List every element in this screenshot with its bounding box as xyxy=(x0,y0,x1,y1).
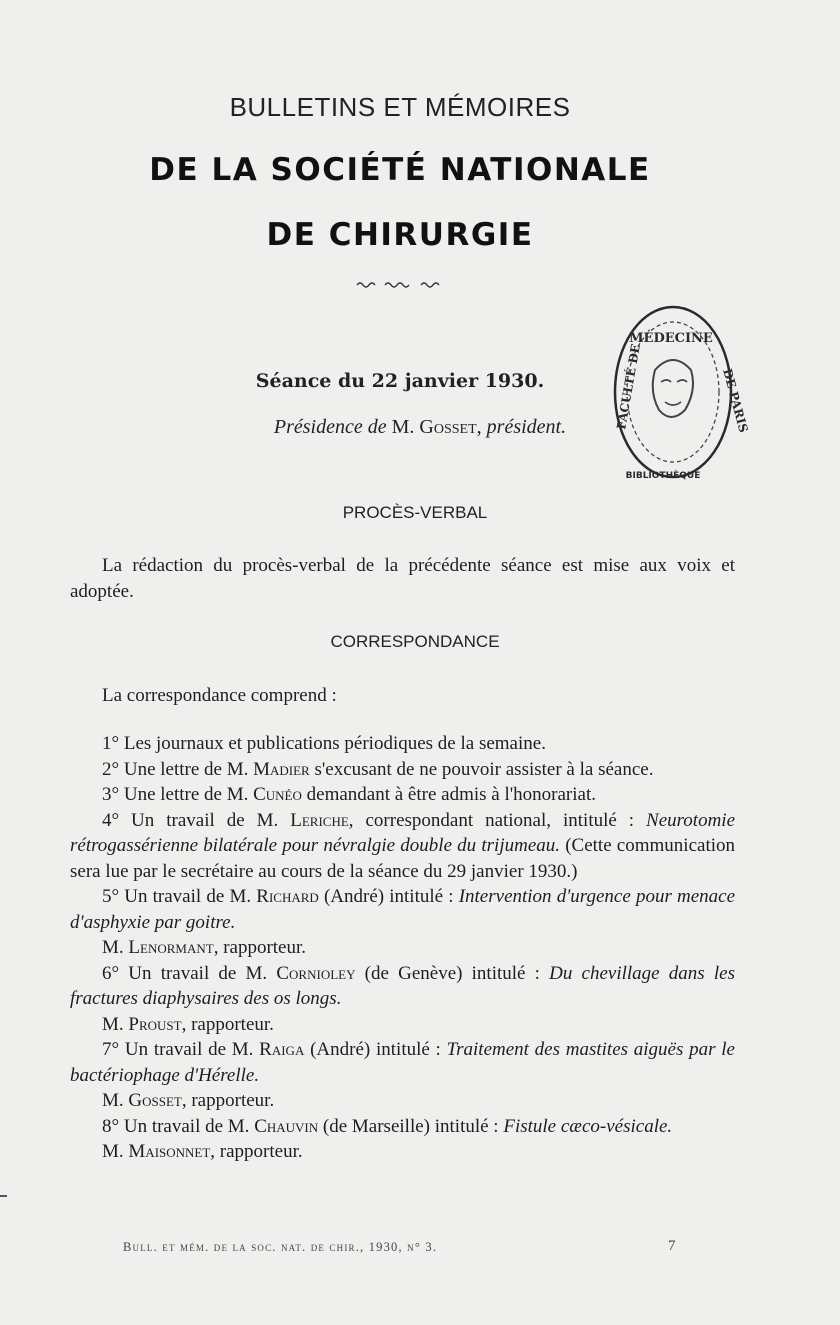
wavy-ornament-icon xyxy=(355,278,445,292)
correspondance-heading: CORRESPONDANCE xyxy=(330,632,500,651)
list-item: 8° Un travail de M. Chauvin (de Marseille) intitulé : Fistule cæco-vésicale. xyxy=(102,1115,673,1137)
correspondance-intro-block xyxy=(70,683,735,709)
svg-text:DE PARIS: DE PARIS xyxy=(720,367,751,434)
presidence-suffix: président. xyxy=(486,416,567,438)
list-item: 1° Les journaux et publications périodiques de la semaine. xyxy=(102,733,546,754)
bulletin-title-line1: BULLETINS ET MÉMOIRES xyxy=(229,92,571,122)
rapporteur-name: Lenormant xyxy=(128,937,214,958)
author-name: Chauvin xyxy=(254,1115,319,1137)
seance-date: Séance du 22 janvier 1930. xyxy=(255,370,545,392)
rapporteur-line: M. Proust, rapporteur. xyxy=(102,1013,274,1035)
svg-text:FACULTÉ DE: FACULTÉ DE xyxy=(614,342,643,431)
list-item: 2° Une lettre de M. Madier s'excusant de ne pouvoir assister à la séance. xyxy=(102,758,654,780)
footer-reference: Bull. et mém. de la soc. nat. de chir., 1930, n° 3. xyxy=(123,1240,438,1254)
author-name: Leriche xyxy=(290,809,349,831)
list-item: 7° Un travail de M. Raiga (André) intitulé : Traitement des mastites aiguës par le bactériophage d'Hérelle. xyxy=(70,1039,735,1086)
page-edge-mark xyxy=(0,1195,7,1197)
presidence-title: M. xyxy=(391,416,415,438)
rapporteur-name: Maisonnet xyxy=(128,1141,211,1162)
correspondance-intro: La correspondance comprend : xyxy=(102,685,337,706)
proces-verbal-body xyxy=(70,553,735,604)
list-item: 4° Un travail de M. Leriche, correspondant national, intitulé : Neurotomie rétrogassérienne bilatérale pour névralgie double du trijumeau. (Cette communication sera lue par le secrétaire au cours de la séance du 29 janvier 1930.) xyxy=(70,809,736,882)
rapporteur-name: Gosset xyxy=(128,1090,182,1111)
page-footer xyxy=(0,1240,800,1260)
list-item: 5° Un travail de M. Richard (André) intitulé : Intervention d'urgence pour menace d'asphyxie par goitre. xyxy=(70,886,736,933)
list-item: 3° Une lettre de M. Cunéo demandant à être admis à l'honorariat. xyxy=(102,784,597,805)
proces-verbal-heading: PROCÈS-VERBAL xyxy=(342,503,488,522)
proces-verbal-text: La rédaction du procès-verbal de la précédente séance est mise aux voix et adoptée. xyxy=(70,555,735,602)
presidence-line: Présidence de M. Gosset, président. xyxy=(273,416,567,438)
author-name: Raiga xyxy=(259,1039,305,1060)
correspondance-list xyxy=(70,731,735,1165)
work-title: Neurotomie rétrogassérienne bilatérale pour névralgie double du trijumeau. xyxy=(70,809,736,856)
work-title: Fistule cæco-vésicale. xyxy=(503,1115,673,1137)
work-title: Intervention d'urgence pour menace d'asphyxie par goitre. xyxy=(70,886,736,933)
work-title: Traitement des mastites aiguës par le bactériophage d'Hérelle. xyxy=(70,1039,735,1086)
author-name: Cornioley xyxy=(276,962,356,984)
list-item: 6° Un travail de M. Cornioley (de Genève) intitulé : Du chevillage dans les fractures diaphysaires des os longs. xyxy=(70,962,735,1009)
library-stamp xyxy=(605,300,751,495)
work-title: Du chevillage dans les fractures diaphysaires des os longs. xyxy=(70,962,735,1009)
rapporteur-line: M. Gosset, rapporteur. xyxy=(102,1090,275,1111)
president-name: Gosset xyxy=(419,416,477,438)
rapporteur-name: Proust xyxy=(128,1013,182,1035)
presidence-prefix: Présidence de xyxy=(273,416,387,438)
author-name: Richard xyxy=(256,886,319,907)
title-ornament xyxy=(0,278,800,297)
rapporteur-line: M. Lenormant, rapporteur. xyxy=(102,937,307,958)
svg-text:MÉDECINE: MÉDECINE xyxy=(629,331,713,346)
page-number: 7 xyxy=(668,1238,677,1254)
bulletin-title-line2: DE LA SOCIÉTÉ NATIONALE xyxy=(149,152,651,188)
svg-text:BIBLIOTHÈQUE: BIBLIOTHÈQUE xyxy=(625,471,701,481)
bulletin-title-line3: DE CHIRURGIE xyxy=(266,217,534,253)
rapporteur-line: M. Maisonnet, rapporteur. xyxy=(102,1141,303,1162)
author-name: Madier xyxy=(253,758,310,780)
author-name: Cunéo xyxy=(253,784,302,805)
